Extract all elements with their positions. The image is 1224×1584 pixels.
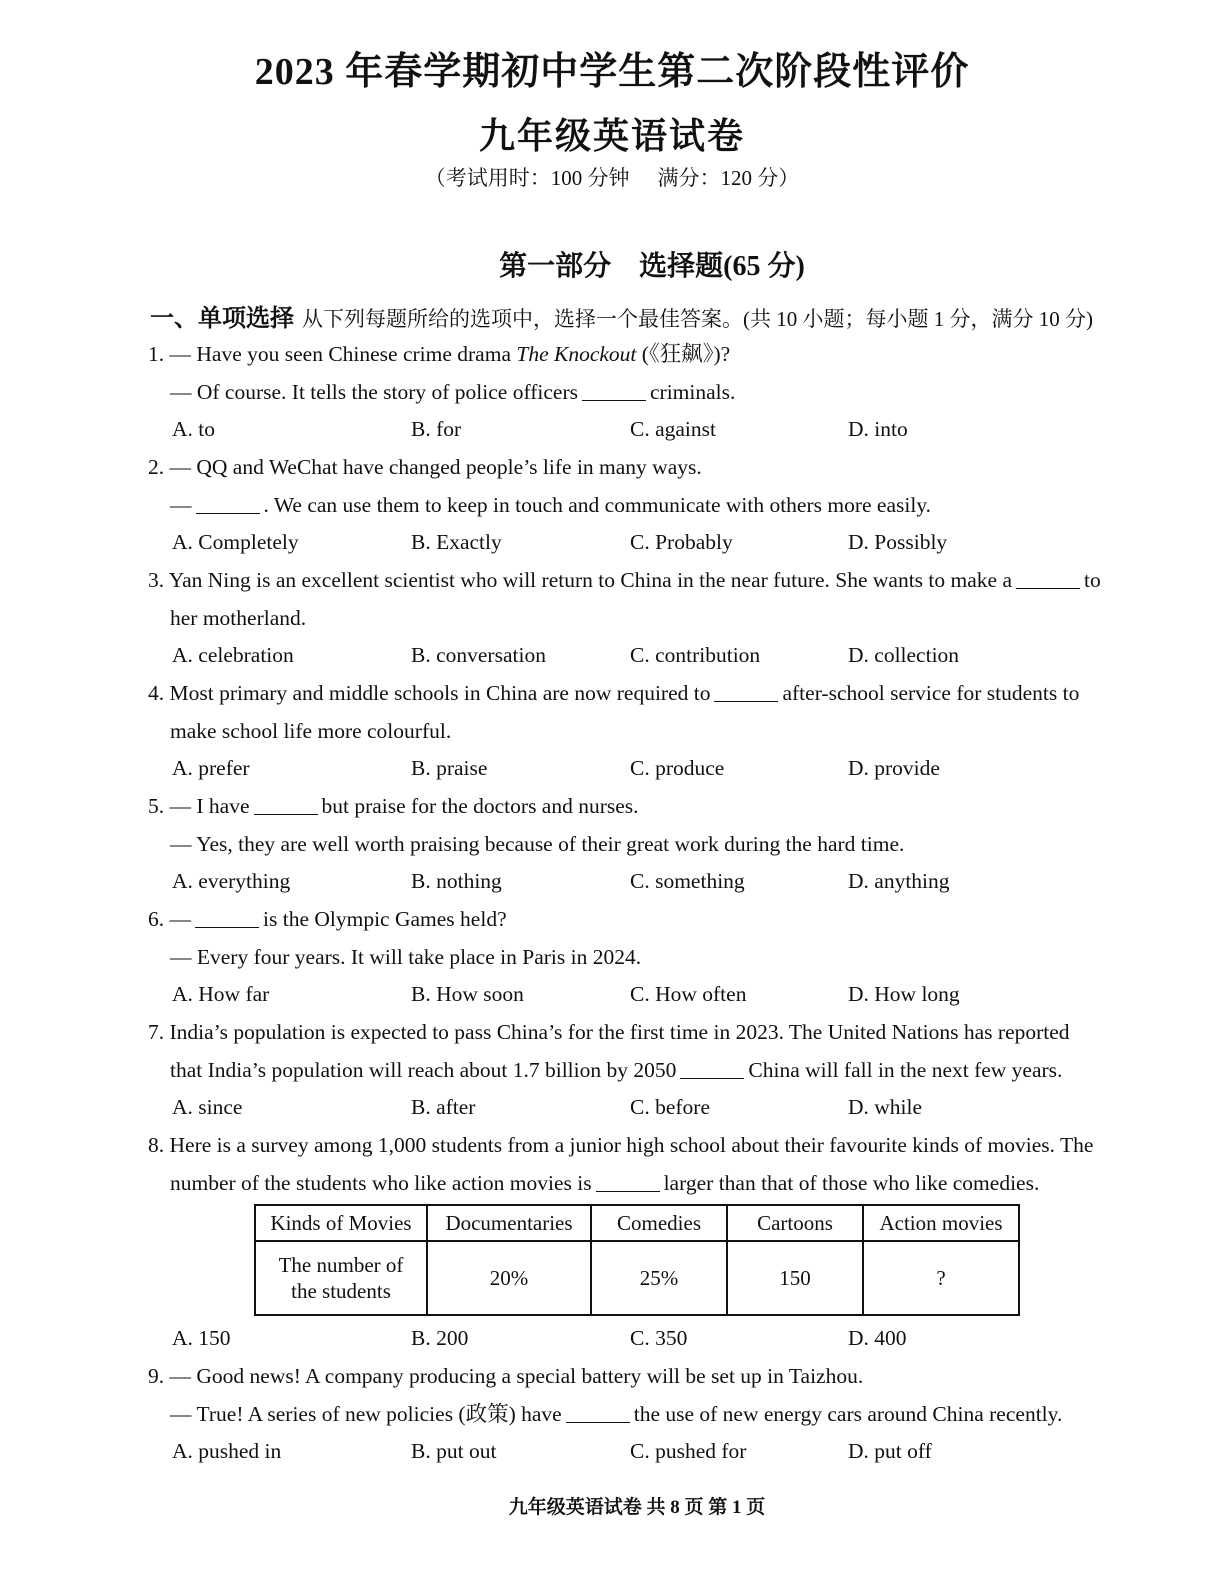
question-text: number of the students who like action movies is	[170, 1170, 592, 1195]
options	[148, 863, 1138, 901]
options	[148, 411, 1138, 449]
question-text: China will fall in the next few years.	[748, 1057, 1063, 1082]
table-row-label	[255, 1241, 427, 1315]
answer-blank	[254, 792, 318, 815]
exam-title: 2023 年春学期初中学生第二次阶段性评价	[254, 51, 970, 93]
question-number: 9.	[148, 1364, 165, 1388]
option-c: C. produce	[630, 756, 725, 780]
option-a: A. to	[172, 417, 215, 441]
question-number: 6.	[148, 907, 165, 931]
table-header-row	[255, 1205, 1019, 1241]
answer-blank	[196, 491, 260, 514]
option-c: C. against	[630, 417, 716, 441]
question-text: criminals.	[650, 379, 736, 404]
option-d: D. 400	[848, 1326, 907, 1350]
page-footer: 九年级英语试卷 共 8 页 第 1 页	[508, 1497, 766, 1518]
option-b: B. conversation	[411, 643, 546, 667]
option-a: A. everything	[172, 869, 291, 893]
question-text: her motherland.	[170, 605, 307, 630]
question-text: larger than that of those who like comedies.	[663, 1170, 1040, 1195]
question-text: — Every four years. It will take place in Paris in 2024.	[170, 944, 642, 969]
drama-title: The Knockout	[516, 342, 637, 366]
question-number: 2.	[148, 455, 165, 479]
table-header-cell: Cartoons	[727, 1205, 863, 1241]
exam-subtitle: 九年级英语试卷	[478, 116, 745, 156]
row-label-line: the students	[291, 1279, 391, 1303]
section-one-heading	[150, 298, 1150, 333]
part-one-title: 第一部分 选择题(65 分)	[499, 251, 805, 282]
question-text: . We can use them to keep in touch and communicate with others more easily.	[263, 492, 932, 517]
option-c: C. something	[630, 869, 745, 893]
option-d: D. anything	[848, 869, 950, 893]
options	[148, 524, 1138, 562]
options	[148, 1433, 1138, 1471]
options	[148, 1320, 1138, 1358]
question-text: Here is a survey among 1,000 students from a junior high school about their favourite kinds of movies. The	[169, 1133, 1094, 1157]
question-text: — I have	[169, 794, 250, 818]
table-header-cell: Kinds of Movies	[255, 1205, 427, 1241]
option-b: B. How soon	[411, 982, 524, 1006]
question-text: but praise for the doctors and nurses.	[321, 794, 639, 818]
question-number: 8.	[148, 1133, 165, 1157]
question-text: after-school service for students to	[782, 681, 1080, 705]
question-text: — Of course. It tells the story of police officers	[170, 379, 578, 404]
question-8	[148, 1127, 1138, 1358]
option-c: C. contribution	[630, 643, 761, 667]
option-d: D. Possibly	[848, 530, 948, 554]
option-d: D. into	[848, 417, 908, 441]
question-text: —	[170, 492, 192, 517]
question-number: 1.	[148, 342, 165, 366]
question-5	[148, 788, 1138, 901]
question-3	[148, 562, 1138, 675]
question-number: 4.	[148, 681, 165, 705]
question-number: 3.	[148, 568, 165, 592]
survey-table	[254, 1204, 1020, 1316]
table-cell: 25%	[591, 1241, 727, 1315]
answer-blank	[596, 1169, 660, 1192]
option-b: B. praise	[411, 756, 488, 780]
question-text: — QQ and WeChat have changed people’s life in many ways.	[169, 455, 702, 479]
answer-blank	[566, 1400, 630, 1423]
option-a: A. prefer	[172, 756, 250, 780]
table-row	[255, 1241, 1019, 1315]
option-c: C. pushed for	[630, 1439, 747, 1463]
option-d: D. provide	[848, 756, 940, 780]
option-a: A. celebration	[172, 643, 294, 667]
option-c: C. 350	[630, 1326, 688, 1350]
question-text: — Good news! A company producing a special battery will be set up in Taizhou.	[169, 1364, 864, 1388]
options	[148, 976, 1138, 1014]
option-d: D. put off	[848, 1439, 932, 1463]
question-text: India’s population is expected to pass China’s for the first time in 2023. The United Nations has reported	[169, 1020, 1070, 1044]
option-b: B. put out	[411, 1439, 497, 1463]
answer-blank	[1016, 566, 1080, 589]
option-d: D. while	[848, 1095, 923, 1119]
option-b: B. for	[411, 417, 462, 441]
question-number: 7.	[148, 1020, 165, 1044]
table-header-cell: Documentaries	[427, 1205, 591, 1241]
option-a: A. since	[172, 1095, 243, 1119]
exam-info	[0, 162, 1224, 192]
question-list	[148, 336, 1138, 1471]
option-d: D. collection	[848, 643, 960, 667]
options	[148, 1089, 1138, 1127]
answer-blank	[714, 679, 778, 702]
question-text: is the Olympic Games held?	[263, 907, 507, 931]
option-c: C. Probably	[630, 530, 733, 554]
question-9	[148, 1358, 1138, 1471]
table-header-cell: Comedies	[591, 1205, 727, 1241]
option-b: B. Exactly	[411, 530, 502, 554]
option-c: C. before	[630, 1095, 710, 1119]
option-c: C. How often	[630, 982, 747, 1006]
section-one-instruction: 从下列每题所给的选项中，选择一个最佳答案。(共 10 小题；每小题 1 分，满分 10 分)	[302, 307, 1093, 331]
option-b: B. 200	[411, 1326, 469, 1350]
section-one-label: 一、单项选择	[150, 306, 294, 332]
option-a: A. Completely	[172, 530, 299, 554]
question-text: the use of new energy cars around China recently.	[633, 1401, 1063, 1426]
question-text: — Yes, they are well worth praising because of their great work during the hard time.	[170, 831, 905, 856]
option-b: B. nothing	[411, 869, 502, 893]
question-text: make school life more colourful.	[170, 718, 452, 743]
exam-time: （考试用时：100 分钟	[424, 166, 630, 190]
question-6	[148, 901, 1138, 1014]
question-text: (《狂飙》)?	[636, 342, 731, 366]
option-b: B. after	[411, 1095, 476, 1119]
question-text: that India’s population will reach about 1.7 billion by 2050	[170, 1057, 677, 1082]
answer-blank	[680, 1056, 744, 1079]
question-4	[148, 675, 1138, 788]
table-cell: 20%	[427, 1241, 591, 1315]
question-text: — Have you seen Chinese crime drama	[169, 342, 517, 366]
question-number: 5.	[148, 794, 165, 818]
option-a: A. 150	[172, 1326, 231, 1350]
question-text: Yan Ning is an excellent scientist who will return to China in the near future. She wants to make a	[168, 568, 1013, 592]
question-7	[148, 1014, 1138, 1127]
row-label-line: The number of	[278, 1253, 404, 1277]
option-d: D. How long	[848, 982, 960, 1006]
question-text: to	[1084, 568, 1101, 592]
table-cell: ?	[863, 1241, 1019, 1315]
answer-blank	[582, 378, 646, 401]
option-a: A. How far	[172, 982, 270, 1006]
question-text: — True! A series of new policies (政策) have	[170, 1401, 562, 1426]
options	[148, 637, 1138, 675]
answer-blank	[195, 905, 259, 928]
table-header-cell: Action movies	[863, 1205, 1019, 1241]
question-2	[148, 449, 1138, 562]
table-cell: 150	[727, 1241, 863, 1315]
question-text: Most primary and middle schools in China are now required to	[169, 681, 711, 705]
question-text: —	[169, 907, 191, 931]
exam-score: 满分：120 分）	[657, 166, 800, 190]
options	[148, 750, 1138, 788]
question-1	[148, 336, 1138, 449]
option-a: A. pushed in	[172, 1439, 282, 1463]
